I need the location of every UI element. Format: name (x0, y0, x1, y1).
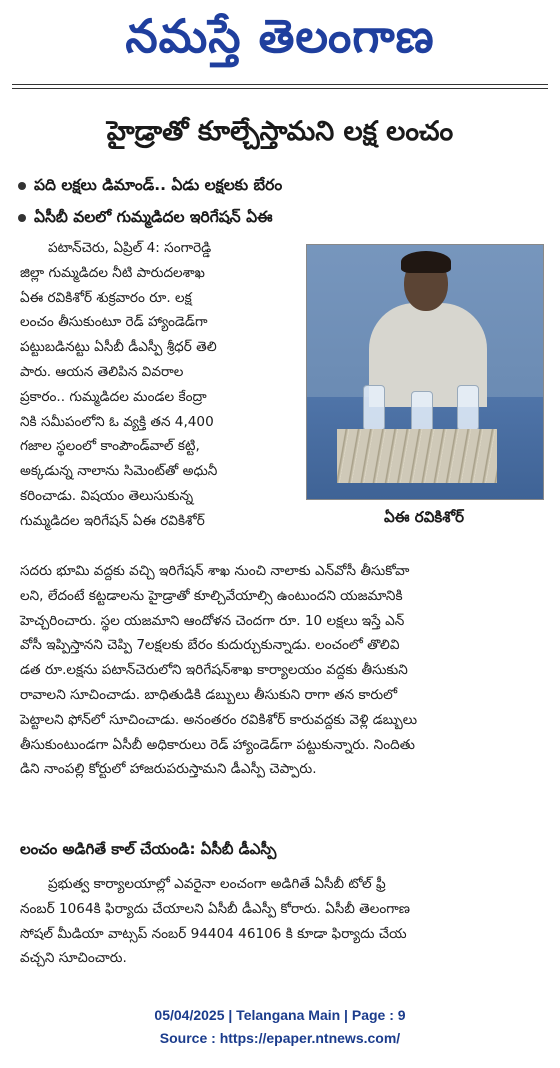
text-line: పటాన్‌చెరు, ఏప్రిల్ 4: సంగారెడ్డి (48, 240, 212, 256)
text-line: లంచం తీసుకుంటూ రెడ్ హ్యాండెడ్‌గా (20, 314, 208, 331)
text-line: రావాలని సూచించాడు. బాధితుడికి డబ్బులు తీసుకుని రాగా తన కారులో (20, 686, 398, 703)
text-line: తీసుకుంటుండగా ఏసీబీ అధికారులు రెడ్ హ్యాండెడ్‌గా పట్టుకున్నారు. నిందితు (20, 736, 415, 753)
bullet-text: పది లక్షలు డిమాండ్.. ఏడు లక్షలకు బేరం (34, 176, 283, 194)
newspaper-logo: నమస్తే తెలంగాణ (125, 9, 435, 63)
text-line: జిల్లా గుమ్మడిదల నీటి పారుదలశాఖ (20, 264, 205, 281)
sub-headline: లంచం అడిగితే కాల్ చేయండి: ఏసీబీ డీఎస్పీ (20, 840, 277, 858)
article-body-narrow (20, 236, 296, 534)
text-line: వోసీ ఇప్పిస్తానని చెప్పి 7లక్షలకు బేరం కుదుర్చుకున్నాడు. లంచంలో తొలివి (20, 637, 400, 654)
bullet-text: ఏసీబీ వలలో గుమ్మడిదల ఇరిగేషన్ ఏఈ (34, 208, 273, 226)
text-line: కరించాడు. విషయం తెలుసుకున్న (20, 487, 194, 504)
masthead (0, 0, 560, 80)
bullet-icon (18, 214, 26, 222)
text-line: సదరు భూమి వద్దకు వచ్చి ఇరిగేషన్ శాఖ నుంచి నాలాకు ఎన్‌వోసీ తీసుకోవా (20, 563, 410, 579)
cash-bundle (337, 429, 497, 483)
text-line: పెట్టాలని ఫోన్‌లో సూచించాడు. అనంతరం రవికిశోర్ కారువద్దకు వెళ్లి డబ్బులు (20, 711, 418, 728)
accused-photo (306, 244, 544, 500)
bottle-icon (363, 385, 385, 431)
text-line: పట్టుబడినట్టు ఏసీబీ డీఎస్పీ శ్రీధర్ తెలి (20, 339, 217, 356)
footer-source-line: Source : https://epaper.ntnews.com/ (159, 1030, 401, 1046)
text-line: సోషల్ మీడియా వాట్సప్ నంబర్ 94404 46106 కి కూడా ఫిర్యాదు చేయ (20, 925, 407, 942)
divider (12, 84, 548, 85)
bottle-icon (457, 385, 479, 431)
article-body-sub (20, 872, 542, 971)
text-line: గుమ్మడిదల ఇరిగేషన్ ఏఈ రవికిశోర్ (20, 512, 205, 529)
photo-caption: ఏఈ రవికిశోర్ (384, 508, 464, 526)
text-line: హెచ్చరించారు. స్థల యజమాని ఆందోళన చెందగా రూ. 10 లక్షలు ఇస్తే ఎన్ (20, 612, 405, 629)
text-line: గజాల స్థలంలో కాంపౌండ్‌వాల్ కట్టి, (20, 438, 200, 455)
text-line: అక్కడున్న నాలాను సిమెంట్‌తో అధునీ (20, 463, 218, 480)
footer-date-line: 05/04/2025 | Telangana Main | Page : 9 (154, 1007, 406, 1023)
text-line: ఏఈ రవికిశోర్ శుక్రవారం రూ. లక్ష (20, 289, 192, 306)
divider (12, 88, 548, 89)
text-line: వచ్చని సూచించారు. (20, 950, 127, 967)
article-headline: హైడ్రాతో కూల్చేస్తామని లక్ష లంచం (106, 116, 454, 147)
text-line: నికి సమీపంలోని ఓ వ్యక్తి తన 4,400 (20, 413, 214, 430)
text-line: నంబర్ 1064కి ఫిర్యాదు చేయాలని ఏసీబీ డీఎస్పీ కోరారు. ఏసీబీ తెలంగాణ (20, 900, 410, 917)
article-body-wide (20, 559, 542, 782)
text-line: ప్రకారం.. గుమ్మడిదల మండల కేంద్రా (20, 388, 207, 405)
text-line: పారు. ఆయన తెలిపిన వివరాల (20, 363, 184, 380)
text-line: ప్రభుత్వ కార్యాలయాల్లో ఎవరైనా లంచంగా అడిగితే ఏసీబీ టోల్ ఫ్రీ (48, 876, 386, 892)
person-hair (401, 251, 451, 273)
bullet-point (18, 205, 273, 229)
bullet-point (18, 173, 282, 197)
bullet-icon (18, 182, 26, 190)
text-line: లని, లేదంటే కట్టడాలను హైడ్రాతో కూల్చివేయాల్సి ఉంటుందని యజమానికి (20, 587, 403, 604)
text-line: డిని నాంపల్లి కోర్టులో హాజరుపరుస్తామని డీఎస్పీ చెప్పారు. (20, 761, 317, 778)
text-line: డత రూ.లక్షను పటాన్‌చెరులోని ఇరిగేషన్‌శాఖ కార్యాలయం వద్దకు తీసుకుని (20, 662, 408, 679)
